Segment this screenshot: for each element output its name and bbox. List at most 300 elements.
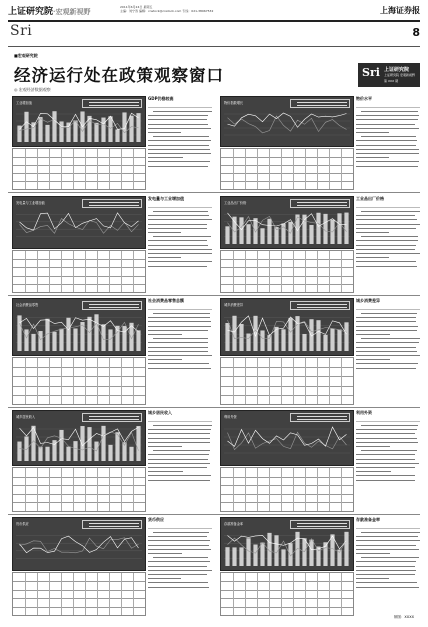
- body-text-line: [153, 211, 208, 212]
- body-text-line: [148, 582, 208, 583]
- body-text-line: [148, 132, 181, 133]
- chart-title: 工业品出厂价格: [224, 201, 247, 205]
- body-text-line: [153, 236, 211, 237]
- chart-panel: [220, 410, 354, 466]
- chart-bar: [281, 549, 285, 566]
- chart-bar: [260, 543, 264, 566]
- masthead-info: 2011年6月24日 星期五 主编：刘宁涛 编辑：cnstock@cnstock.com 专线：021-38967532: [120, 5, 214, 13]
- chart-bar: [295, 215, 299, 244]
- chart-bar: [80, 426, 84, 461]
- body-text-line: [356, 459, 415, 460]
- chart-bar: [253, 316, 257, 351]
- body-text-line: [361, 111, 418, 112]
- body-text-line: [356, 463, 419, 464]
- body-text-line: [356, 471, 391, 472]
- body-text-line: [356, 153, 419, 154]
- chart-line: [20, 538, 139, 553]
- body-text-line: [148, 215, 209, 216]
- chart-panel: [12, 196, 146, 249]
- body-text-line: [148, 587, 209, 588]
- chart-bar: [239, 217, 243, 244]
- chart-bar: [302, 215, 306, 244]
- body-text-line: [361, 450, 417, 451]
- body-text-line: [148, 249, 212, 250]
- data-table: [220, 467, 354, 512]
- chart-bar: [344, 532, 348, 566]
- body-text-line: [148, 536, 207, 537]
- section-title: 发电量与工业增加值: [148, 196, 184, 201]
- chart-line: [228, 538, 347, 556]
- chart-bar: [302, 538, 306, 566]
- chart-panel: [220, 96, 354, 147]
- body-text-line: [148, 321, 211, 322]
- body-text-line: [148, 467, 207, 468]
- body-text-line: [356, 545, 416, 546]
- chart-bar: [59, 121, 63, 142]
- chart-bar: [24, 329, 28, 351]
- chart-plot: [16, 421, 142, 461]
- body-text-line: [148, 334, 182, 335]
- chart-bar: [24, 112, 28, 142]
- signoff: 制图：XXXX: [393, 615, 414, 619]
- body-text-line: [356, 124, 415, 125]
- body-text-line: [148, 124, 208, 125]
- chart-bar: [260, 330, 264, 351]
- body-text-line: [148, 475, 211, 476]
- body-text-line: [153, 338, 208, 339]
- row-divider: [8, 407, 420, 408]
- body-text-line: [356, 228, 416, 229]
- masthead-brand: 上证研究院·宏观新视野: [8, 7, 91, 17]
- chart-bar: [94, 442, 98, 461]
- chart-bar: [66, 447, 70, 461]
- chart-plot: [16, 528, 142, 566]
- chart-panel: [220, 298, 354, 356]
- chart-bar: [344, 322, 348, 351]
- chart-plot: [224, 107, 350, 142]
- body-text-line: [356, 553, 390, 554]
- chart-line: [228, 113, 347, 127]
- body-text-line: [148, 566, 207, 567]
- body-text-line: [356, 266, 417, 267]
- header-rule: [8, 46, 420, 47]
- masthead-rule: [8, 20, 420, 22]
- body-text-line: [356, 161, 419, 162]
- chart-line: [20, 427, 139, 446]
- body-text-line: [356, 240, 418, 241]
- chart-bar: [239, 547, 243, 566]
- section-title: 存款准备金率: [356, 517, 380, 522]
- body-text-line: [148, 574, 207, 575]
- chart-bar: [337, 329, 341, 351]
- section-rule: [356, 309, 420, 310]
- body-text-line: [148, 368, 211, 369]
- section-rule: [148, 528, 212, 529]
- body-text-line: [356, 219, 417, 220]
- body-text-line: [356, 540, 420, 541]
- chart-bar: [225, 226, 229, 244]
- chart-title: 城乡消费差异: [224, 303, 244, 307]
- chart-panel: [12, 96, 146, 147]
- body-text-line: [356, 119, 418, 120]
- body-text-line: [148, 166, 208, 167]
- body-text-line: [356, 578, 389, 579]
- chart-bar: [316, 213, 320, 244]
- chart-bar: [17, 442, 21, 461]
- body-text-line: [361, 338, 420, 339]
- body-text-line: [148, 232, 181, 233]
- chart-bar: [309, 225, 313, 244]
- body-text-line: [361, 425, 418, 426]
- section-rule: [148, 107, 212, 108]
- body-text-line: [148, 317, 210, 318]
- body-text-line: [356, 363, 418, 364]
- chart-bar: [232, 316, 236, 351]
- chart-bar: [246, 334, 250, 351]
- chart-bar: [129, 116, 133, 142]
- data-table: [220, 250, 354, 293]
- chart-bar: [316, 547, 320, 566]
- body-text-line: [356, 587, 419, 588]
- body-text-line: [148, 266, 207, 267]
- chart-bar: [38, 331, 42, 351]
- body-text-line: [153, 136, 209, 137]
- body-text-line: [356, 582, 417, 583]
- body-text-line: [356, 166, 418, 167]
- data-table: [12, 250, 146, 293]
- chart-bar: [323, 335, 327, 351]
- chart-bar: [17, 315, 21, 351]
- chart-bar: [108, 445, 112, 461]
- chart-plot: [224, 309, 350, 351]
- body-text-line: [356, 480, 415, 481]
- body-text-line: [356, 347, 416, 348]
- body-text-line: [356, 253, 420, 254]
- section-title: 城乡居民收入: [148, 410, 172, 415]
- body-text-line: [148, 433, 210, 434]
- chart-bar: [267, 335, 271, 351]
- row-divider: [8, 295, 420, 296]
- section-title: 城乡消费差异: [356, 298, 380, 303]
- body-text-line: [356, 157, 389, 158]
- body-text-line: [153, 557, 208, 558]
- body-text-line: [148, 545, 209, 546]
- body-text-line: [356, 224, 420, 225]
- chart-plot: [16, 107, 142, 142]
- chart-title: 发电量与工业增加值: [16, 201, 45, 205]
- body-text-line: [148, 549, 211, 550]
- chart-bar: [73, 120, 77, 142]
- body-text-line: [148, 463, 210, 464]
- body-text-line: [148, 438, 210, 439]
- chart-bar: [253, 545, 257, 566]
- chart-bar: [344, 213, 348, 244]
- body-text-line: [148, 578, 181, 579]
- body-text-line: [148, 161, 210, 162]
- body-text-line: [148, 119, 207, 120]
- chart-bar: [337, 213, 341, 244]
- body-text-line: [356, 454, 415, 455]
- body-text-line: [356, 115, 419, 116]
- section-title: 利用外资: [356, 410, 372, 415]
- body-text-line: [148, 561, 210, 562]
- section-title: GDP仍稳较高: [148, 96, 174, 101]
- chart-bar: [288, 318, 292, 351]
- chart-bar: [253, 218, 257, 244]
- section-rule: [356, 207, 420, 208]
- chart-bar: [66, 318, 70, 351]
- chart-panel: [220, 196, 354, 249]
- chart-bar: [232, 547, 236, 566]
- row-divider: [8, 192, 420, 193]
- body-text-line: [361, 313, 417, 314]
- body-text-line: [148, 224, 207, 225]
- data-table: [220, 148, 354, 190]
- data-table: [12, 572, 146, 616]
- chart-line: [228, 116, 347, 133]
- section-rule: [148, 207, 212, 208]
- body-text-line: [356, 561, 416, 562]
- chart-bar: [267, 219, 271, 244]
- chart-bar: [246, 224, 250, 244]
- newspaper-name: 上海证券报: [380, 5, 420, 15]
- chart-plot: [224, 528, 350, 566]
- body-text-line: [356, 368, 416, 369]
- body-text-line: [356, 149, 419, 150]
- chart-bar: [101, 118, 105, 142]
- body-text-line: [148, 442, 210, 443]
- section-rule: [356, 421, 420, 422]
- chart-bar: [38, 447, 42, 461]
- chart-bar: [94, 314, 98, 351]
- section-rule: [356, 107, 420, 108]
- body-text-line: [356, 429, 417, 430]
- body-text-line: [356, 257, 389, 258]
- chart-bar: [101, 426, 105, 461]
- chart-bar: [94, 123, 98, 142]
- chart-bar: [136, 330, 140, 351]
- kicker: ■宏观研究院: [14, 53, 38, 58]
- chart-line: [20, 213, 139, 230]
- body-text-line: [361, 136, 416, 137]
- section-rule: [148, 421, 212, 422]
- section-title: 社会消费品零售总额: [148, 298, 184, 303]
- body-text-line: [356, 145, 416, 146]
- body-text-line: [148, 351, 208, 352]
- chart-bar: [108, 329, 112, 351]
- chart-bar: [108, 116, 112, 142]
- body-text-line: [356, 570, 416, 571]
- body-text-line: [356, 467, 415, 468]
- body-text-line: [148, 115, 208, 116]
- body-text-line: [148, 480, 210, 481]
- byline: ◎ 宏观经济数据观察: [14, 87, 51, 92]
- body-text-line: [356, 355, 420, 356]
- body-text-line: [148, 471, 183, 472]
- body-text-line: [356, 317, 416, 318]
- chart-bar: [45, 447, 49, 461]
- chart-plot: [16, 309, 142, 351]
- body-text-line: [148, 540, 210, 541]
- body-text-line: [148, 459, 208, 460]
- body-text-line: [148, 140, 211, 141]
- body-text-line: [148, 149, 210, 150]
- body-text-line: [148, 446, 182, 447]
- body-text-line: [356, 330, 417, 331]
- chart-title: 存款准备金率: [224, 522, 244, 526]
- body-text-line: [356, 574, 415, 575]
- chart-title: 工业增加值: [16, 101, 32, 105]
- body-text-line: [148, 253, 212, 254]
- body-text-line: [148, 363, 209, 364]
- chart-panel: [12, 298, 146, 356]
- chart-panel: [220, 517, 354, 571]
- body-text-line: [153, 532, 209, 533]
- body-text-line: [361, 211, 420, 212]
- chart-title: 利用外资: [224, 415, 237, 419]
- body-text-line: [148, 553, 182, 554]
- body-text-line: [356, 245, 416, 246]
- chart-bar: [225, 547, 229, 566]
- body-text-line: [148, 145, 209, 146]
- chart-bar: [225, 323, 229, 351]
- chart-bar: [122, 112, 126, 142]
- body-text-line: [356, 351, 417, 352]
- chart-bar: [52, 111, 56, 142]
- chart-bar: [302, 334, 306, 351]
- body-text-line: [148, 261, 212, 262]
- chart-bar: [73, 328, 77, 351]
- body-text-line: [356, 334, 390, 335]
- body-text-line: [148, 240, 207, 241]
- chart-bar: [136, 426, 140, 461]
- body-text-line: [148, 245, 208, 246]
- body-text-line: [148, 342, 208, 343]
- body-text-line: [356, 438, 417, 439]
- research-institute-logo: Sri 上证研究院 上证研究院 宏观新视野 第 XXX 期: [358, 63, 420, 87]
- body-text-line: [148, 359, 182, 360]
- chart-bar: [295, 316, 299, 351]
- chart-title: 社会消费品零售: [16, 303, 39, 307]
- body-text-line: [361, 557, 419, 558]
- data-table: [12, 357, 146, 405]
- chart-line: [228, 535, 347, 549]
- body-text-line: [356, 249, 415, 250]
- chart-plot: [224, 421, 350, 461]
- chart-bar: [330, 329, 334, 351]
- headline: 经济运行处在政策观察窗口: [14, 66, 224, 85]
- body-text-line: [356, 215, 415, 216]
- chart-bar: [122, 326, 126, 351]
- body-text-line: [148, 157, 183, 158]
- body-text-line: [356, 342, 419, 343]
- chart-bar: [59, 430, 63, 461]
- chart-bar: [87, 427, 91, 461]
- row-divider: [8, 514, 420, 515]
- body-text-line: [356, 446, 390, 447]
- body-text-line: [148, 128, 211, 129]
- section-title: 货币供应: [148, 517, 164, 522]
- data-table: [220, 572, 354, 616]
- section-logo: Sri: [10, 23, 33, 39]
- body-text-line: [153, 450, 210, 451]
- body-text-line: [148, 153, 211, 154]
- body-text-line: [148, 570, 212, 571]
- body-text-line: [148, 228, 207, 229]
- body-text-line: [356, 128, 419, 129]
- section-title: 工业品出厂价格: [356, 196, 384, 201]
- body-text-line: [356, 475, 415, 476]
- chart-bar: [323, 214, 327, 244]
- chart-bar: [246, 538, 250, 566]
- body-text-line: [148, 330, 208, 331]
- chart-bar: [45, 125, 49, 142]
- chart-bar: [129, 447, 133, 461]
- chart-bar: [73, 441, 77, 461]
- body-text-line: [361, 236, 418, 237]
- body-text-line: [148, 347, 208, 348]
- body-text-line: [148, 355, 212, 356]
- chart-line: [228, 316, 347, 336]
- body-text-line: [361, 532, 420, 533]
- chart-bar: [66, 123, 70, 142]
- chart-bar: [260, 228, 264, 244]
- chart-plot: [224, 207, 350, 244]
- body-text-line: [148, 429, 211, 430]
- body-text-line: [356, 140, 417, 141]
- chart-title: 货币供应: [16, 522, 29, 526]
- chart-plot: [16, 207, 142, 244]
- chart-bar: [309, 540, 313, 566]
- body-text-line: [356, 132, 389, 133]
- body-text-line: [153, 425, 212, 426]
- body-text-line: [356, 321, 416, 322]
- chart-bar: [101, 324, 105, 351]
- chart-bar: [87, 317, 91, 351]
- body-text-line: [356, 566, 415, 567]
- chart-bar: [281, 223, 285, 244]
- chart-bar: [316, 320, 320, 351]
- section-title: 物价水平: [356, 96, 372, 101]
- body-text-line: [356, 549, 419, 550]
- body-text-line: [356, 261, 416, 262]
- body-text-line: [148, 326, 211, 327]
- body-text-line: [153, 111, 212, 112]
- body-text-line: [356, 359, 390, 360]
- body-text-line: [356, 232, 389, 233]
- chart-title: 物价指数增长: [224, 101, 244, 105]
- body-text-line: [356, 433, 415, 434]
- chart-title: 城乡居民收入: [16, 415, 36, 419]
- chart-bar: [52, 332, 56, 351]
- chart-bar: [31, 334, 35, 351]
- body-text-line: [356, 442, 418, 443]
- chart-bar: [59, 329, 63, 351]
- chart-line: [20, 113, 139, 129]
- chart-bar: [281, 329, 285, 351]
- section-rule: [356, 528, 420, 529]
- chart-panel: [12, 410, 146, 466]
- masthead: [8, 4, 420, 16]
- chart-bar: [115, 129, 119, 142]
- chart-line: [228, 432, 347, 449]
- body-text-line: [356, 536, 418, 537]
- section-rule: [148, 309, 212, 310]
- data-table: [220, 357, 354, 405]
- page-number: 8: [412, 26, 420, 39]
- body-text-line: [148, 219, 212, 220]
- body-text-line: [148, 454, 209, 455]
